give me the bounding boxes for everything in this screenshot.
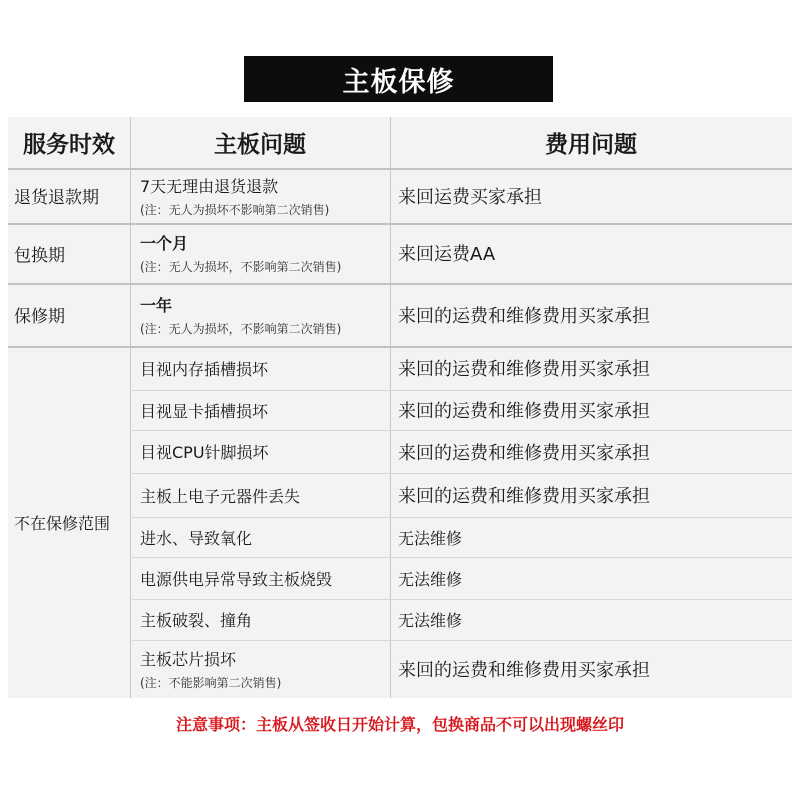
not-covered-item [130, 346, 390, 390]
problem-note: (注：无人为损坏，不影响第二次销售) [140, 260, 342, 274]
row-divider [130, 599, 792, 600]
not-covered-fee: 来回的运费和维修费用买家承担 [398, 486, 650, 507]
problem-note: (注：无人为损坏不影响第二次销售) [140, 202, 330, 217]
row-exchange-period-fee: 来回运费AA [398, 244, 496, 265]
problem-text: 进水、导致氧化 [140, 528, 253, 548]
problem-text: 目视CPU针脚损坏 [140, 443, 269, 462]
row-warranty-period-problem [130, 283, 390, 346]
row-divider [130, 473, 792, 474]
row-divider [8, 283, 792, 285]
row-not-covered-label: 不在保修范围 [14, 513, 111, 533]
row-return-period-problem [130, 168, 390, 223]
problem-text: 主板芯片损坏 [140, 650, 237, 669]
warranty-table [8, 117, 792, 698]
not-covered-fee: 来回的运费和维修费用买家承担 [398, 660, 650, 681]
not-covered-fee: 无法维修 [398, 528, 463, 548]
header-service-period: 服务时效 [23, 132, 115, 158]
problem-text: 主板上电子元器件丢失 [140, 486, 301, 506]
problem-text: 目视显卡插槽损坏 [140, 401, 269, 421]
row-divider [8, 223, 792, 225]
header-board-issue: 主板问题 [214, 132, 306, 158]
not-covered-fee: 无法维修 [398, 611, 463, 630]
not-covered-fee: 来回的运费和维修费用买家承担 [398, 401, 650, 422]
problem-text: 一年 [140, 295, 173, 315]
not-covered-item [130, 473, 390, 517]
not-covered-item [130, 640, 390, 698]
row-divider [130, 557, 792, 558]
problem-text: 主板破裂、撞角 [140, 611, 253, 630]
row-warranty-period-fee: 来回的运费和维修费用买家承担 [398, 305, 650, 327]
problem-text: 一个月 [140, 234, 189, 253]
problem-text: 7天无理由退货退款 [140, 176, 279, 196]
not-covered-fee: 无法维修 [398, 569, 463, 589]
row-divider [130, 390, 792, 391]
footer-notice: 注意事项：主板从签收日开始计算，包换商品不可以出现螺丝印 [175, 715, 624, 734]
not-covered-fee: 来回的运费和维修费用买家承担 [398, 359, 650, 380]
column-divider [390, 117, 391, 698]
not-covered-item [130, 599, 390, 640]
row-return-period-fee: 来回运费买家承担 [398, 186, 542, 208]
row-divider [130, 430, 792, 431]
row-exchange-period-problem [130, 223, 390, 283]
problem-text: 电源供电异常导致主板烧毁 [140, 569, 333, 589]
row-divider [130, 517, 792, 518]
header-fee-issue: 费用问题 [545, 132, 637, 158]
row-divider [8, 346, 792, 348]
row-divider [8, 168, 792, 170]
problem-text: 目视内存插槽损坏 [140, 359, 269, 379]
row-return-period-label: 退货退款期 [14, 188, 99, 208]
row-divider [130, 640, 792, 641]
problem-note: (注：无人为损坏，不影响第二次销售) [140, 321, 342, 336]
problem-note: (注：不能影响第二次销售) [140, 676, 282, 690]
not-covered-item [130, 517, 390, 557]
page-title: 主板保修 [244, 56, 553, 102]
column-divider [130, 117, 131, 698]
not-covered-item [130, 430, 390, 473]
row-warranty-period-label: 保修期 [14, 307, 65, 327]
not-covered-item [130, 390, 390, 430]
row-exchange-period-label: 包换期 [14, 245, 65, 266]
not-covered-item [130, 557, 390, 599]
not-covered-fee: 来回的运费和维修费用买家承担 [398, 442, 650, 464]
